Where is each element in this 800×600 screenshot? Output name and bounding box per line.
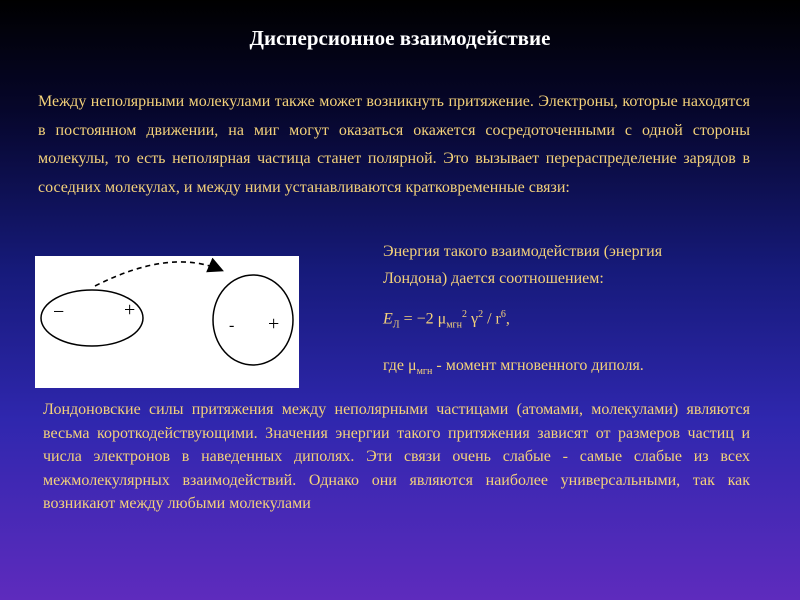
formula-mu-sub: мгн (446, 319, 462, 331)
left-plus-sign: + (124, 299, 136, 321)
left-minus-sign: − (53, 301, 65, 323)
formula-eq: = −2 μ (399, 310, 447, 328)
formula-explanation (383, 355, 763, 383)
london-forces-paragraph: Лондоновские силы притяжения между неполярными частицами (атомами, молекулами) являются весьма короткодействующими. Значения энергии такого притяжения зависят от размеров частиц и числа электронов в наведенных диполях. Эти связи очень слабые - самые слабые из всех межмолекулярных взаимодействий. Однако они являются наиболее универсальными, так как возникают между любыми молекулами (43, 401, 750, 513)
right-minus-sign: - (229, 317, 235, 334)
energy-block (383, 238, 763, 383)
right-molecule-ellipse (213, 275, 293, 365)
formula-mu-sup: 2 (461, 309, 467, 320)
where-sub: мгн (416, 365, 433, 377)
formula-gamma-sup: 2 (478, 309, 484, 320)
formula-gamma: γ (466, 310, 479, 328)
where-prefix: где μ (383, 356, 417, 374)
formula-e: E (383, 310, 393, 328)
formula-div: / r (483, 310, 501, 328)
dipole-diagram-svg (35, 256, 299, 388)
formula-tail: , (505, 310, 510, 328)
formula-e-sub: Л (392, 319, 400, 331)
energy-text-line2: Лондона) дается соотношением: (383, 270, 604, 287)
formula-r-sup: 6 (500, 309, 506, 320)
right-plus-sign: + (268, 313, 280, 335)
slide-title: Дисперсионное взаимодействие (249, 26, 551, 50)
dipole-diagram (35, 256, 299, 388)
energy-text-line1: Энергия такого взаимодействия (энергия (383, 243, 663, 260)
intro-paragraph: Между неполярными молекулами также может возникнуть притяжение. Электроны, которые находятся в постоянном движении, на миг могут оказаться окажется сосредоточенными с одной стороны молекулы, то есть неполярная частица станет полярной. Это вызывает перераспределение зарядов в соседних молекулах, и между ними устанавливаются кратковременные связи: (38, 93, 750, 196)
polarization-arrow (95, 262, 221, 286)
where-suffix: - момент мгновенного диполя. (432, 356, 644, 374)
london-formula (383, 304, 763, 337)
